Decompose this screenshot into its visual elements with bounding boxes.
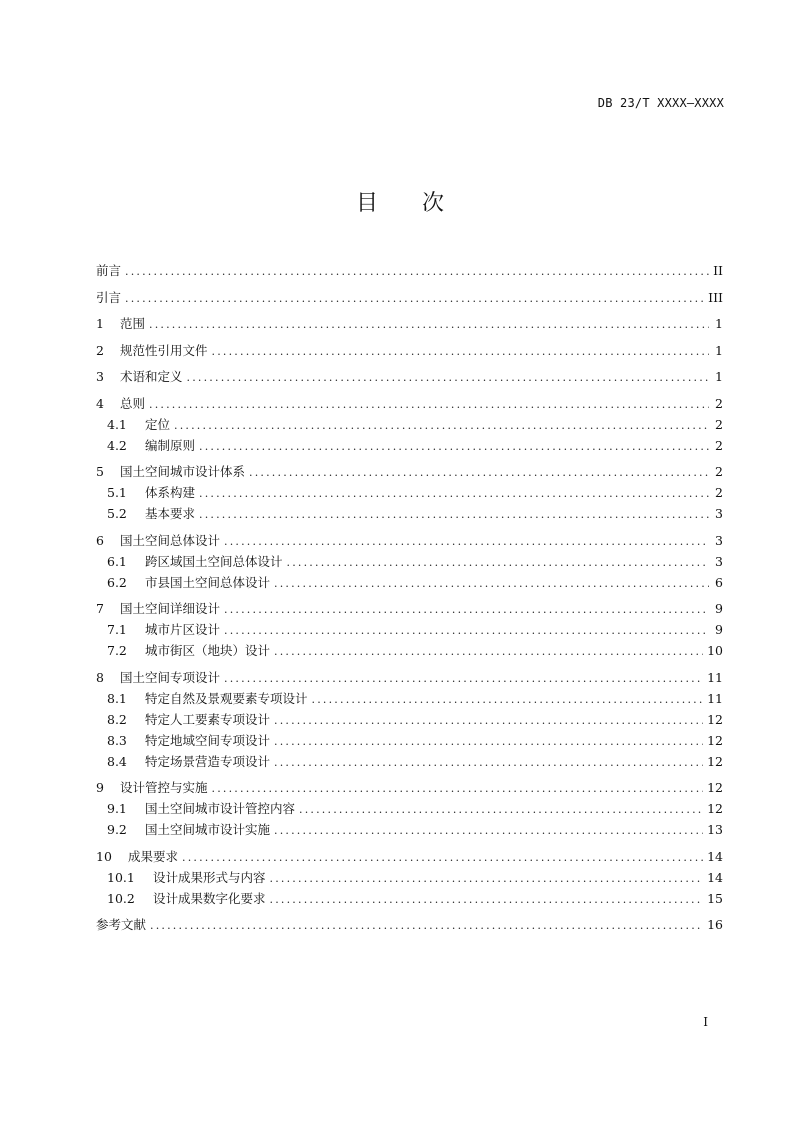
toc-entry-title: 成果要求 — [128, 848, 179, 864]
toc-entry[interactable] — [96, 909, 723, 936]
toc-dot-leader — [224, 531, 709, 552]
toc-entry[interactable] — [96, 819, 723, 840]
toc-dot-leader — [125, 288, 704, 309]
toc-entry-label — [107, 572, 270, 593]
toc-dot-leader — [212, 341, 709, 362]
toc-entry-page: 2 — [715, 416, 723, 432]
toc-entry-page: 2 — [715, 395, 723, 411]
toc-entry-title: 特定地域空间专项设计 — [145, 732, 271, 748]
toc-entry-page: 3 — [715, 506, 723, 521]
toc-entry-title: 定位 — [145, 416, 171, 432]
toc-entry-title: 城市街区（地块）设计 — [145, 643, 271, 658]
toc-dot-leader — [274, 710, 703, 731]
toc-entry-title: 总则 — [120, 395, 146, 411]
toc-entry-page: 15 — [707, 890, 723, 906]
toc-entry-number: 9.2 — [107, 822, 127, 837]
toc-dot-leader — [182, 847, 703, 868]
toc-dot-leader — [312, 689, 704, 710]
toc-entry-page: II — [713, 263, 723, 278]
toc-entry-page: 2 — [715, 464, 723, 479]
toc-entry-label — [96, 598, 220, 619]
toc-entry-label — [96, 914, 146, 935]
toc-dot-leader — [212, 778, 704, 799]
toc-entry[interactable] — [96, 482, 723, 503]
toc-entry-page: 12 — [707, 711, 723, 727]
toc-entry-label — [107, 435, 195, 456]
toc-dot-leader — [187, 367, 709, 388]
toc-entry-label — [107, 551, 283, 572]
toc-entry-label — [96, 313, 145, 334]
toc-entry-page: 1 — [715, 342, 723, 358]
toc-entry-page: 2 — [715, 437, 723, 453]
toc-entry-title: 国土空间城市设计体系 — [120, 464, 246, 479]
table-of-contents — [96, 260, 723, 935]
toc-entry-label — [107, 688, 308, 709]
toc-entry-label — [107, 414, 170, 435]
toc-entry[interactable] — [96, 334, 723, 361]
toc-dot-leader — [174, 415, 709, 436]
toc-entry-label — [107, 798, 295, 819]
toc-entry[interactable] — [96, 260, 723, 281]
toc-entry[interactable] — [96, 456, 723, 483]
toc-entry-page: 3 — [715, 553, 723, 569]
toc-entry-title: 国土空间城市设计管控内容 — [145, 801, 296, 816]
toc-entry[interactable] — [96, 888, 723, 909]
toc-entry-label — [96, 461, 245, 482]
toc-dot-leader — [274, 573, 709, 594]
toc-entry-label — [107, 640, 270, 661]
toc-entry-label — [107, 619, 220, 640]
toc-entry-page: 2 — [715, 485, 723, 500]
toc-entry-number: 5.2 — [107, 506, 127, 521]
toc-dot-leader — [224, 599, 709, 620]
toc-entry-title: 术语和定义 — [120, 369, 183, 384]
toc-dot-leader — [149, 314, 709, 335]
toc-entry-page: 9 — [715, 601, 723, 616]
toc-entry-title: 设计成果形式与内容 — [153, 869, 266, 885]
toc-entry-number: 8.1 — [107, 690, 127, 706]
toc-dot-leader — [274, 731, 703, 752]
toc-entry-number: 8 — [96, 669, 104, 685]
toc-entry[interactable] — [96, 619, 723, 640]
toc-entry-title: 体系构建 — [145, 485, 196, 500]
toc-entry-title: 设计成果数字化要求 — [153, 890, 266, 906]
toc-entry-page: 1 — [715, 316, 723, 331]
toc-entry[interactable] — [96, 572, 723, 593]
toc-dot-leader — [274, 820, 703, 841]
toc-entry-page: III — [708, 289, 723, 305]
toc-entry[interactable] — [96, 688, 723, 709]
toc-entry-page: 14 — [707, 848, 723, 864]
toc-dot-leader — [270, 868, 704, 889]
toc-entry-title: 城市片区设计 — [145, 622, 221, 637]
toc-entry-label — [96, 530, 220, 551]
toc-entry-label — [107, 867, 266, 888]
toc-dot-leader — [274, 641, 703, 662]
toc-entry-number: 5 — [96, 464, 104, 479]
toc-entry-label — [107, 709, 270, 730]
toc-entry-number: 1 — [96, 316, 104, 331]
toc-entry-number: 6.2 — [107, 574, 127, 590]
toc-entry-number: 3 — [96, 369, 104, 384]
toc-entry-title: 市县国土空间总体设计 — [145, 574, 271, 590]
toc-entry-number: 8.4 — [107, 753, 127, 769]
toc-entry-page: 11 — [707, 669, 723, 685]
toc-entry-title: 特定场景营造专项设计 — [145, 753, 271, 769]
toc-entry-page: 12 — [707, 753, 723, 769]
toc-entry-title: 国土空间专项设计 — [120, 669, 221, 685]
toc-entry-label — [107, 503, 195, 524]
toc-entry-title: 规范性引用文件 — [120, 342, 208, 358]
toc-entry[interactable] — [96, 524, 723, 551]
toc-entry-number: 10.1 — [107, 869, 135, 885]
toc-entry-page: 16 — [707, 917, 723, 932]
toc-entry-number: 8.3 — [107, 732, 127, 748]
toc-entry-title: 特定自然及景观要素专项设计 — [145, 690, 308, 706]
toc-dot-leader — [199, 436, 709, 457]
toc-entry-title: 引言 — [96, 289, 122, 305]
toc-entry[interactable] — [96, 709, 723, 730]
toc-entry-page: 1 — [715, 369, 723, 384]
toc-entry-label — [96, 287, 121, 308]
toc-entry[interactable] — [96, 798, 723, 819]
toc-entry[interactable] — [96, 661, 723, 688]
toc-entry[interactable] — [96, 361, 723, 388]
toc-entry[interactable] — [96, 751, 723, 772]
toc-entry-label — [107, 751, 270, 772]
toc-entry-title: 参考文献 — [96, 917, 147, 932]
toc-entry[interactable] — [96, 640, 723, 661]
toc-entry-page: 6 — [715, 574, 723, 590]
toc-entry-label — [107, 819, 270, 840]
toc-dot-leader — [199, 483, 709, 504]
toc-entry-number: 7.2 — [107, 643, 127, 658]
toc-entry[interactable] — [96, 867, 723, 888]
toc-dot-leader — [299, 799, 703, 820]
toc-entry-number: 4 — [96, 395, 104, 411]
toc-entry[interactable] — [96, 551, 723, 572]
toc-entry[interactable] — [96, 503, 723, 524]
toc-entry[interactable] — [96, 308, 723, 335]
toc-entry[interactable] — [96, 414, 723, 435]
toc-entry-label — [107, 730, 270, 751]
toc-entry-number: 2 — [96, 342, 104, 358]
toc-entry[interactable] — [96, 840, 723, 867]
toc-entry-page: 13 — [707, 822, 723, 837]
toc-entry-title: 基本要求 — [145, 506, 196, 521]
toc-entry-title: 特定人工要素专项设计 — [145, 711, 271, 727]
page-title: 目 次 — [355, 191, 444, 216]
toc-entry-number: 7 — [96, 601, 104, 616]
toc-entry-number: 8.2 — [107, 711, 127, 727]
toc-entry[interactable] — [96, 593, 723, 620]
toc-entry-title: 国土空间总体设计 — [120, 532, 221, 548]
toc-entry-label — [96, 777, 208, 798]
toc-entry-label — [96, 340, 208, 361]
toc-entry-label — [96, 260, 121, 281]
toc-entry[interactable] — [96, 730, 723, 751]
toc-entry-page: 10 — [707, 643, 723, 658]
toc-entry-label — [107, 482, 195, 503]
toc-entry[interactable] — [96, 387, 723, 414]
toc-entry[interactable] — [96, 772, 723, 799]
toc-entry-title: 范围 — [120, 316, 146, 331]
toc-entry-number: 9 — [96, 780, 104, 795]
toc-entry-page: 12 — [707, 732, 723, 748]
toc-entry-title: 国土空间详细设计 — [120, 601, 221, 616]
toc-dot-leader — [270, 889, 704, 910]
toc-entry-page: 12 — [707, 780, 723, 795]
toc-dot-leader — [287, 552, 709, 573]
toc-entry-number: 4.1 — [107, 416, 127, 432]
toc-entry-label — [96, 667, 220, 688]
toc-entry-page: 3 — [715, 532, 723, 548]
toc-entry[interactable] — [96, 435, 723, 456]
toc-entry-label — [96, 366, 183, 387]
toc-entry-page: 9 — [715, 622, 723, 637]
toc-entry-number: 4.2 — [107, 437, 127, 453]
toc-entry-page: 12 — [707, 801, 723, 816]
toc-dot-leader — [150, 915, 703, 936]
toc-dot-leader — [249, 462, 709, 483]
toc-dot-leader — [274, 752, 703, 773]
toc-dot-leader — [199, 504, 709, 525]
toc-entry-title: 国土空间城市设计实施 — [145, 822, 271, 837]
toc-dot-leader — [224, 620, 709, 641]
toc-entry-label — [96, 393, 145, 414]
toc-entry-number: 10 — [96, 848, 112, 864]
toc-entry-number: 6 — [96, 532, 104, 548]
toc-entry[interactable] — [96, 281, 723, 308]
toc-entry-title: 编制原则 — [145, 437, 196, 453]
toc-entry-page: 14 — [707, 869, 723, 885]
toc-entry-label — [96, 846, 178, 867]
toc-entry-number: 6.1 — [107, 553, 127, 569]
toc-entry-title: 跨区域国土空间总体设计 — [145, 553, 283, 569]
toc-entry-number: 7.1 — [107, 622, 127, 637]
toc-entry-title: 设计管控与实施 — [120, 780, 208, 795]
toc-entry-page: 11 — [707, 690, 723, 706]
toc-dot-leader — [125, 261, 709, 282]
toc-dot-leader — [224, 668, 703, 689]
toc-entry-title: 前言 — [96, 263, 122, 278]
toc-dot-leader — [149, 394, 709, 415]
toc-entry-number: 5.1 — [107, 485, 127, 500]
page-number: I — [703, 1015, 708, 1029]
toc-entry-number: 10.2 — [107, 890, 135, 906]
toc-entry-number: 9.1 — [107, 801, 127, 816]
document-code: DB 23/T XXXX—XXXX — [597, 96, 724, 110]
toc-entry-label — [107, 888, 266, 909]
